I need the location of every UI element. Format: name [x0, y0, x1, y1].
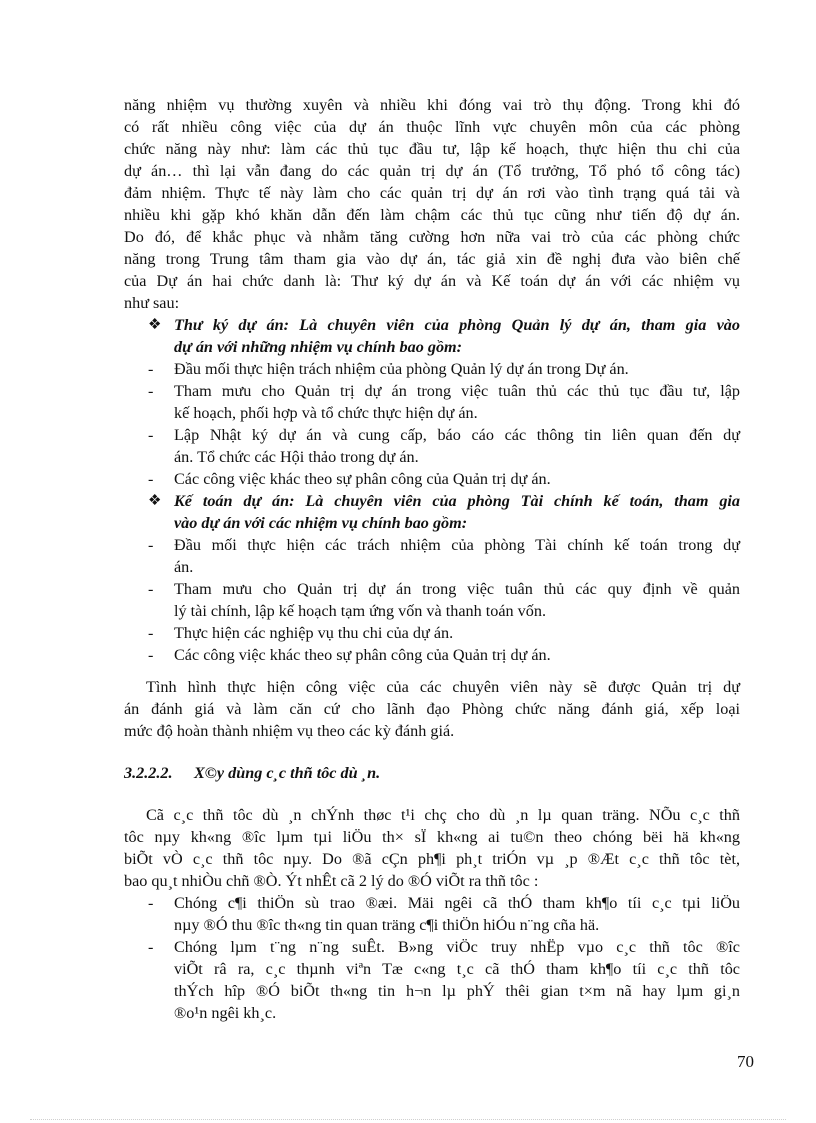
dash-bullet: - — [148, 580, 154, 598]
list-item-cont: viÕt râ ra, c¸c thµnh viªn Tæ c«ng t¸c cã thÓ tham kh¶o tíi c¸c thñ tôc — [174, 960, 740, 978]
dash-bullet: - — [148, 624, 154, 642]
body-line: Do đó, để khắc phục và nhằm tăng cường hơn nữa vai trò của các phòng chức — [124, 228, 740, 246]
section-heading — [124, 762, 740, 784]
list-item-cont: nµy ®Ó thu ®îc th«ng tin quan träng c¶i thiÖn hiÓu n¨ng cña hä. — [174, 916, 600, 934]
body-line: mức độ hoàn thành nhiệm vụ theo các kỳ đánh giá. — [124, 722, 455, 740]
body-text-upper — [124, 94, 740, 666]
list-item-cont: thÝch hîp ®Ó biÕt th«ng tin h¬n lµ phÝ thêi gian t×m nã hay lµm gi¸n — [174, 982, 740, 1000]
list-item: - Chóng lµm t¨ng n¨ng suÊt. B»ng viÖc truy nhËp vµo c¸c thñ tôc ®îc — [148, 938, 740, 956]
dash-bullet: - — [148, 470, 154, 488]
list-item: - Lập Nhật ký dự án và cung cấp, báo cáo các thông tin liên quan đến dự — [148, 426, 740, 444]
body-line: tôc nµy kh«ng ®îc lµm tµi liÖu th× sÏ kh«ng ai tu©n theo chóng bëi hä kh«ng — [124, 828, 740, 846]
body-line: án đánh giá và làm căn cứ cho lãnh đạo Phòng chức năng đánh giá, xếp loại — [124, 700, 740, 718]
dash-bullet: - — [148, 382, 154, 400]
list-item-cont: ®o¹n ngêi kh¸c. — [174, 1004, 277, 1022]
section-title: X©y dùng c¸c thñ tôc dù ¸n. — [194, 764, 381, 782]
dash-bullet: - — [148, 894, 154, 912]
body-text-procedures — [124, 804, 740, 1024]
body-line: nhiều khi gặp khó khăn dẫn đến làm chậm các thủ tục cũng như tiến độ dự án. — [124, 206, 740, 224]
body-line: biÕt vÒ c¸c thñ tôc nµy. Do ®ã cÇn ph¶i ph¸t triÓn vµ ¸p ®Æt c¸c thñ tôc tèt, — [124, 850, 740, 868]
list-item-cont: lý tài chính, lập kế hoạch tạm ứng vốn và thanh toán vốn. — [174, 602, 547, 620]
dash-bullet: - — [148, 646, 154, 664]
list-item: - Đầu mối thực hiện trách nhiệm của phòng Quản lý dự án trong Dự án. — [148, 360, 629, 378]
body-line: của Dự án hai chức danh là: Thư ký dự án và Kế toán dự án với các nhiệm vụ — [124, 272, 740, 290]
footer-divider — [30, 1119, 786, 1120]
list-item: - Các công việc khác theo sự phân công của Quản trị dự án. — [148, 646, 551, 664]
list-item: - Tham mưu cho Quản trị dự án trong việc tuân thủ các quy định về quản — [148, 580, 740, 598]
dash-bullet: - — [148, 426, 154, 444]
list-item: - Chóng c¶i thiÖn sù trao ®æi. Mäi ngêi cã thÓ tham kh¶o tíi c¸c tµi liÖu — [148, 894, 740, 912]
dash-bullet: - — [148, 938, 154, 956]
body-line: bao qu¸t nhiÒu chñ ®Ò. Ýt nhÊt cã 2 lý do ®Ó viÕt ra thñ tôc : — [124, 872, 539, 890]
dash-bullet: - — [148, 536, 154, 554]
body-text-evaluation — [124, 676, 740, 742]
list-item: - Đầu mối thực hiện các trách nhiệm của phòng Tài chính kế toán trong dự — [148, 536, 740, 554]
list-item-cont: án. — [174, 558, 194, 576]
list-item: - Thực hiện các nghiệp vụ thu chi của dự án. — [148, 624, 454, 642]
body-line: chức năng này như: làm các thủ tục đầu tư, lập kế hoạch, thực hiện thu chi của — [124, 140, 740, 158]
body-line: có rất nhiều công việc của dự án thuộc lĩnh vực chuyên môn của các phòng — [124, 118, 740, 136]
list-item-cont: kế hoạch, phối hợp và tổ chức thực hiện dự án. — [174, 404, 478, 422]
diamond-bullet-icon: ❖ — [148, 493, 162, 509]
diamond-bullet-icon: ❖ — [148, 317, 162, 333]
accountant-title-cont: vào dự án với các nhiệm vụ chính bao gồm: — [174, 514, 468, 532]
body-line: năng nhiệm vụ thường xuyên và nhiều khi đóng vai trò thụ động. Trong khi đó — [124, 96, 740, 114]
secretary-title-cont: dự án với những nhiệm vụ chính bao gồm: — [174, 338, 463, 356]
page-number: 70 — [737, 1052, 754, 1071]
body-line: đảm nhiệm. Thực tế này làm cho các quản trị dự án rơi vào tình trạng quá tải và — [124, 184, 740, 202]
list-item: - Tham mưu cho Quản trị dự án trong việc tuân thủ các thủ tục đầu tư, lập — [148, 382, 740, 400]
section-number: 3.2.2.2. — [124, 764, 173, 782]
accountant-title: ❖ Kế toán dự án: Là chuyên viên của phòng Tài chính kế toán, tham gia — [148, 492, 740, 510]
list-item: - Các công việc khác theo sự phân công của Quản trị dự án. — [148, 470, 551, 488]
dash-bullet: - — [148, 360, 154, 378]
body-line: Cã c¸c thñ tôc dù ¸n chÝnh thøc t¹i chç cho dù ¸n lµ quan träng. NÕu c¸c thñ — [146, 806, 740, 824]
secretary-title: ❖ Thư ký dự án: Là chuyên viên của phòng Quản lý dự án, tham gia vào — [148, 316, 740, 334]
body-line: như sau: — [124, 294, 180, 312]
body-line: Tình hình thực hiện công việc của các chuyên viên này sẽ được Quản trị dự — [146, 678, 740, 696]
body-line: năng trong Trung tâm tham gia vào dự án, tác giả xin đề nghị đưa vào biên chế — [124, 250, 740, 268]
body-line: dự án… thì lại vẫn đang do các quản trị dự án (Tổ trưởng, Tổ phó tổ công tác) — [124, 162, 740, 180]
list-item-cont: án. Tổ chức các Hội thảo trong dự án. — [174, 448, 419, 466]
